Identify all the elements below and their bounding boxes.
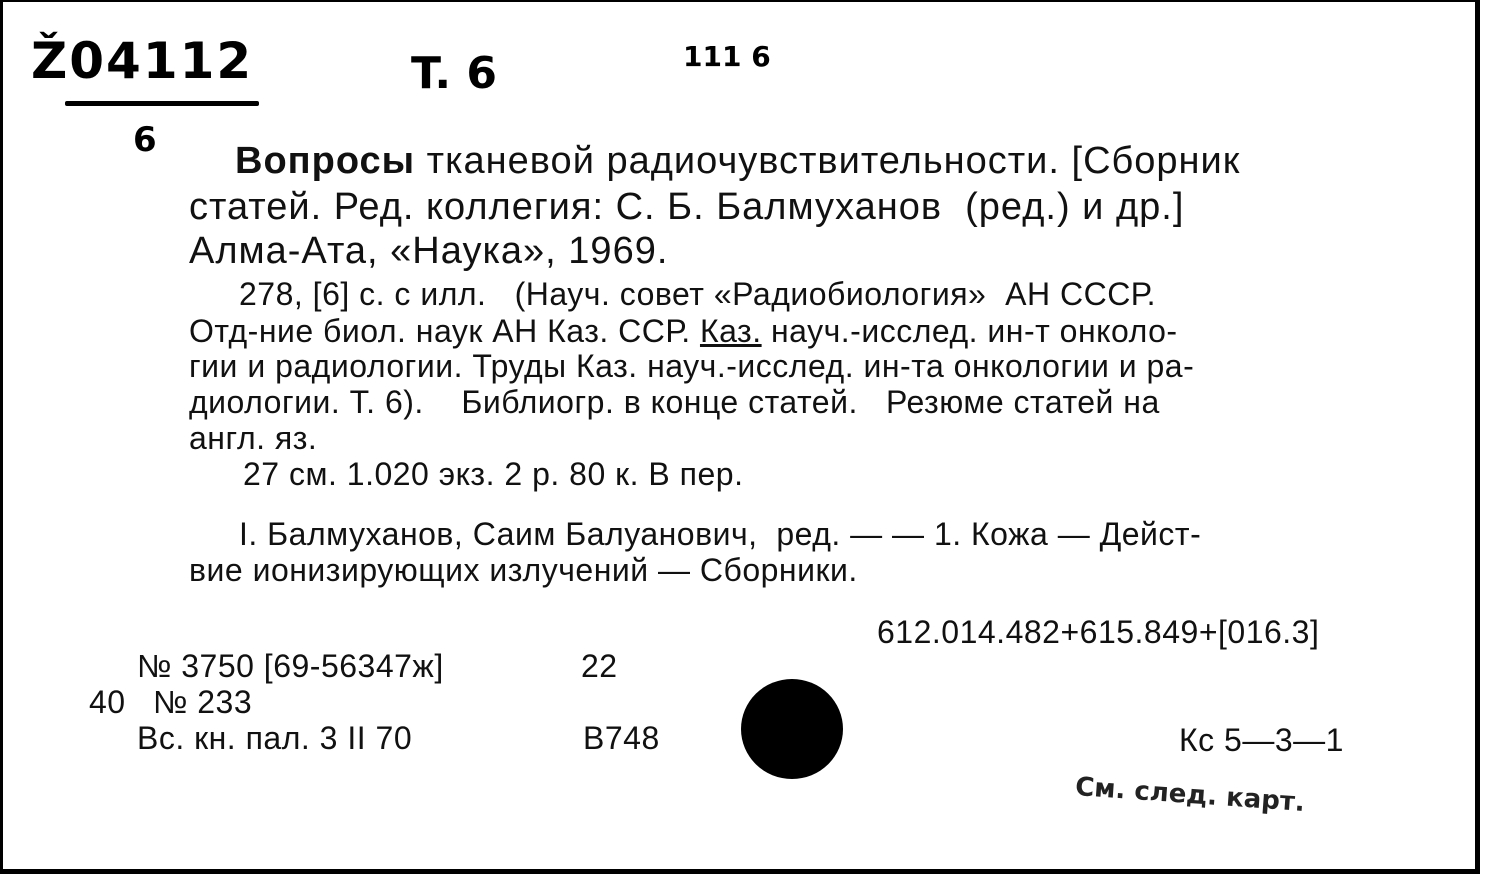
- title-line-3: Алма-Ата, «Наука», 1969.: [189, 230, 669, 272]
- ks-code: Кс 5—3—1: [1179, 722, 1344, 758]
- description-line-2b: науч.-исслед. ин-т онколо-: [761, 313, 1178, 349]
- description-line-3: гии и радиологии. Труды Каз. науч.-исслед. ин-та онкологии и ра-: [189, 348, 1195, 384]
- ink-dot: [741, 679, 843, 779]
- registry-count: 22: [581, 648, 618, 684]
- tracing-line-2: вие ионизирующих излучений — Сборники.: [189, 552, 858, 588]
- title-line-1: [235, 140, 1240, 183]
- udc-classification: 612.014.482+615.849+[016.3]: [877, 614, 1320, 650]
- description-line-4: диологии. Т. 6). Библиогр. в конце статей. Резюме статей на: [189, 384, 1160, 420]
- inventory-underline: [65, 101, 259, 106]
- title-line-2: статей. Ред. коллегия: С. Б. Балмуханов (ред.) и др.]: [189, 186, 1185, 228]
- corner-mark: 111 6: [683, 40, 771, 73]
- description-line-2: [189, 313, 1178, 350]
- number-233: № 233: [153, 684, 253, 720]
- registry-number: № 3750 [69-56347ж]: [137, 648, 444, 684]
- description-line-2a: Отд-ние биол. наук АН Каз. ССР.: [189, 313, 700, 349]
- tracing-line-1: I. Балмуханов, Саим Балуанович, ред. — — 1. Кожа — Дейст-: [239, 516, 1202, 552]
- see-next-card-stamp: См. след. карт.: [1074, 772, 1306, 818]
- title-rest: тканевой радиочувствительности. [Сборник: [415, 140, 1241, 182]
- code-b748: B748: [583, 720, 660, 756]
- description-line-1: 278, [6] с. с илл. (Науч. совет «Радиобиология» АН СССР.: [239, 276, 1156, 312]
- description-underlined: Каз.: [699, 313, 762, 349]
- description-line-5: англ. яз.: [189, 420, 318, 456]
- chamber-line: Вс. кн. пал. 3 II 70: [137, 720, 413, 756]
- inventory-number: Ž04112: [31, 32, 254, 90]
- volume-mark: T. 6: [411, 48, 497, 99]
- small-handwritten-mark: 6: [133, 120, 157, 160]
- title-bold: Вопросы: [235, 140, 416, 182]
- physical-description: 27 см. 1.020 экз. 2 р. 80 к. В пер.: [243, 456, 744, 492]
- prefix-40: 40: [89, 684, 126, 720]
